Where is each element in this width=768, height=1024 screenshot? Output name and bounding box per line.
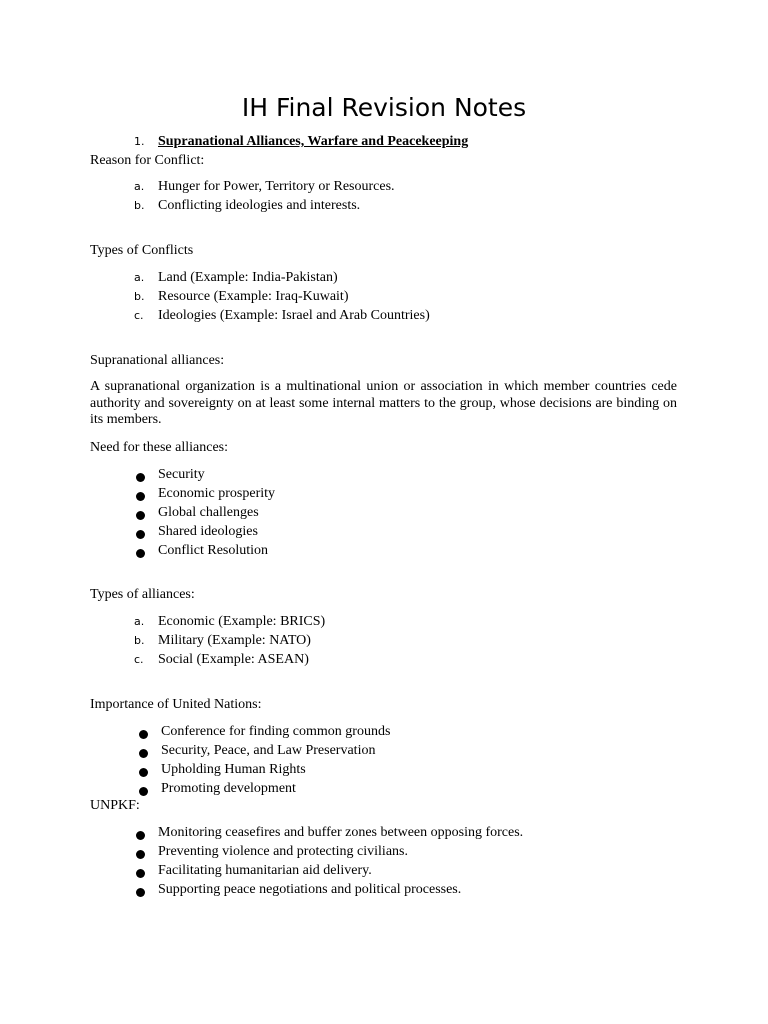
bullet-icon <box>136 530 145 539</box>
list-item-text: Promoting development <box>161 781 296 796</box>
need-for-alliances-list <box>134 466 275 561</box>
types-of-alliances-list <box>134 613 325 670</box>
unpkf-list <box>134 824 523 900</box>
list-item <box>134 466 275 485</box>
section-number: 1. <box>134 135 145 148</box>
bullet-icon <box>139 768 148 777</box>
list-item <box>134 288 430 307</box>
list-item <box>134 523 275 542</box>
list-item <box>134 504 275 523</box>
list-marker: c. <box>134 653 144 666</box>
bullet-icon <box>136 492 145 501</box>
list-item <box>134 723 390 742</box>
list-item-text: Military (Example: NATO) <box>158 633 311 648</box>
bullet-icon <box>136 850 145 859</box>
list-marker: a. <box>134 615 145 628</box>
list-item-text: Economic prosperity <box>158 486 276 501</box>
bullet-icon <box>136 549 145 558</box>
section-heading-text: Supranational Alliances, Warfare and Peacekeeping <box>158 134 469 149</box>
bullet-icon <box>139 749 148 758</box>
bullet-icon <box>136 511 145 520</box>
list-item <box>134 542 275 561</box>
united-nations-list <box>134 723 390 799</box>
list-item-text: Hunger for Power, Territory or Resources. <box>158 179 395 194</box>
list-item <box>134 843 523 862</box>
bullet-icon <box>136 888 145 897</box>
list-item <box>134 761 390 780</box>
list-item-text: Preventing violence and protecting civilians. <box>158 844 408 859</box>
list-item <box>134 881 523 900</box>
list-item-text: Security, Peace, and Law Preservation <box>161 743 376 758</box>
need-for-alliances-label: Need for these alliances: <box>90 440 228 455</box>
list-item-text: Facilitating humanitarian aid delivery. <box>158 863 372 878</box>
list-item-text: Monitoring ceasefires and buffer zones between opposing forces. <box>158 825 524 840</box>
list-marker: c. <box>134 309 144 322</box>
list-item-text: Upholding Human Rights <box>161 762 306 777</box>
list-marker: b. <box>134 290 145 303</box>
list-marker: a. <box>134 271 145 284</box>
list-item <box>134 613 325 632</box>
types-of-conflicts-label: Types of Conflicts <box>90 243 194 258</box>
list-item <box>134 742 390 761</box>
list-item-text: Conflicting ideologies and interests. <box>158 198 361 213</box>
list-item <box>134 632 325 651</box>
list-item-text: Supporting peace negotiations and political processes. <box>158 882 462 897</box>
bullet-icon <box>136 869 145 878</box>
list-item-text: Ideologies (Example: Israel and Arab Countries) <box>158 308 430 323</box>
list-item <box>134 307 430 326</box>
list-item <box>134 197 395 216</box>
list-item <box>134 269 430 288</box>
list-marker: b. <box>134 199 145 212</box>
bullet-icon <box>136 473 145 482</box>
list-marker: a. <box>134 180 145 193</box>
list-item <box>134 824 523 843</box>
unpkf-label: UNPKF: <box>90 798 140 813</box>
list-item-text: Global challenges <box>158 505 259 520</box>
reason-for-conflict-label: Reason for Conflict: <box>90 153 205 168</box>
list-item <box>134 862 523 881</box>
types-of-alliances-label: Types of alliances: <box>90 587 195 602</box>
list-item-text: Conflict Resolution <box>158 543 269 558</box>
list-item <box>134 780 390 799</box>
supranational-definition: A supranational organization is a multinational union or association in which member countries cede authority and sovereignty on at least some internal matters to the group, whose decisions are binding on its members. <box>90 379 677 427</box>
types-of-conflicts-list <box>134 269 430 326</box>
list-marker: b. <box>134 634 145 647</box>
supranational-alliances-label: Supranational alliances: <box>90 353 225 368</box>
list-item <box>134 651 325 670</box>
bullet-icon <box>136 831 145 840</box>
bullet-icon <box>139 787 148 796</box>
list-item <box>134 178 395 197</box>
list-item-text: Conference for finding common grounds <box>161 724 391 739</box>
list-item-text: Resource (Example: Iraq-Kuwait) <box>158 289 349 304</box>
list-item-text: Social (Example: ASEAN) <box>158 652 309 667</box>
list-item-text: Shared ideologies <box>158 524 258 539</box>
bullet-icon <box>139 730 148 739</box>
list-item-text: Economic (Example: BRICS) <box>158 614 326 629</box>
list-item <box>134 485 275 504</box>
united-nations-label: Importance of United Nations: <box>90 697 262 712</box>
list-item-text: Security <box>158 467 205 482</box>
document-title: IH Final Revision Notes <box>241 93 527 122</box>
section-heading <box>134 133 468 152</box>
reason-for-conflict-list <box>134 178 395 216</box>
list-item-text: Land (Example: India-Pakistan) <box>158 270 338 285</box>
